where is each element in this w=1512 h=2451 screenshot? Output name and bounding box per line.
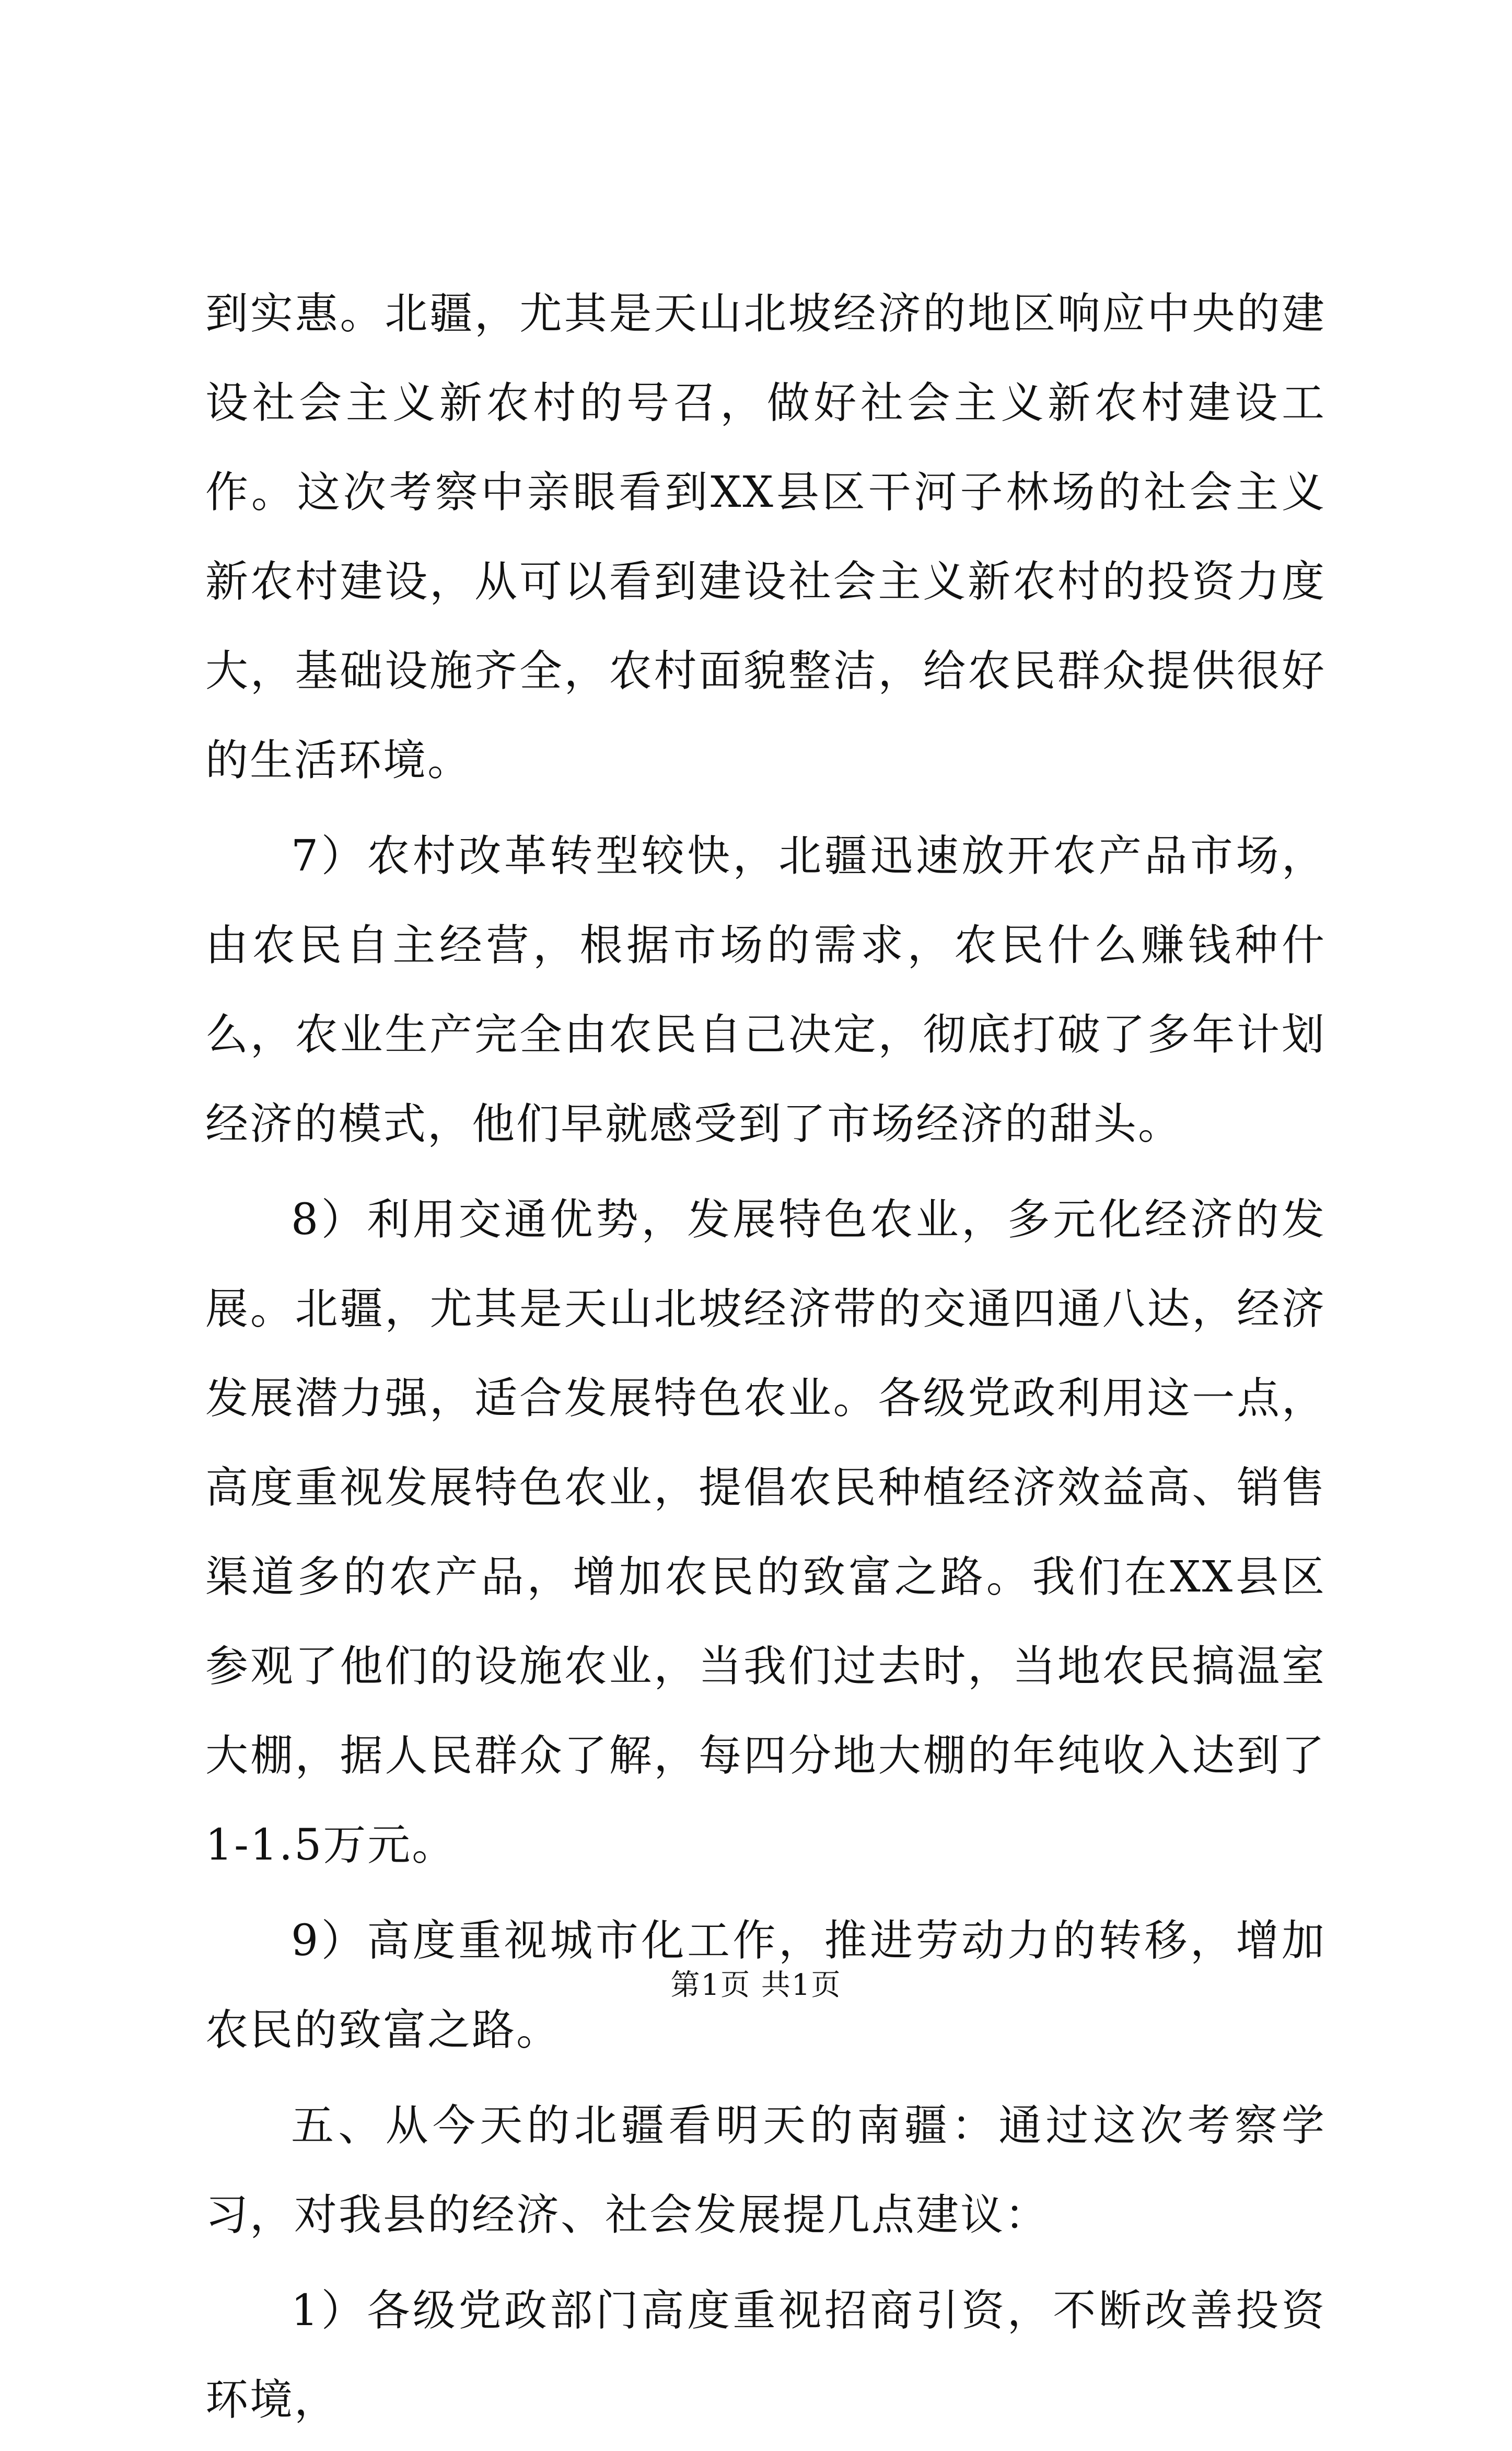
section-heading-five: 五、从今天的北疆看明天的南疆：通过这次考察学习，对我县的经济、社会发展提几点建议： — [205, 2101, 1326, 2240]
paragraph-item-7: 7）农村改革转型较快，北疆迅速放开农产品市场，由农民自主经营，根据市场的需求，农民什么赚钱种什么，农业生产完全由农民自己决定，彻底打破了多年计划经济的模式，他们早就感受到了市场经济的甜头。 — [205, 831, 1326, 1149]
page-footer: 第1页 共1页 — [670, 1968, 842, 2002]
paragraph-item-9: 9）高度重视城市化工作，推进劳动力的转移，增加农民的致富之路。 — [205, 1916, 1326, 2055]
paragraph-item-8: 8）利用交通优势，发展特色农业，多元化经济的发展。北疆，尤其是天山北坡经济带的交通四通八达，经济发展潜力强，适合发展特色农业。各级党政利用这一点，高度重视发展特色农业，提倡农民种植经济效益高、销售渠道多的农产品，增加农民的致富之路。我们在XX县区参观了他们的设施农业，当我们过去时，当地农民搞温室大棚，据人民群众了解，每四分地大棚的年纯收入达到了1-1.5万元。 — [205, 1195, 1326, 1870]
paragraph-continuation: 到实惠。北疆，尤其是天山北坡经济的地区响应中央的建设社会主义新农村的号召，做好社会主义新农村建设工作。这次考察中亲眼看到XX县区干河子林场的社会主义新农村建设，从可以看到建设社会主义新农村的投资力度大，基础设施齐全，农村面貌整洁，给农民群众提供很好的生活环境。 — [205, 289, 1326, 785]
document-body — [205, 269, 1326, 2451]
paragraph-suggestion-1: 1）各级党政部门高度重视招商引资，不断改善投资环境， — [205, 2286, 1326, 2425]
